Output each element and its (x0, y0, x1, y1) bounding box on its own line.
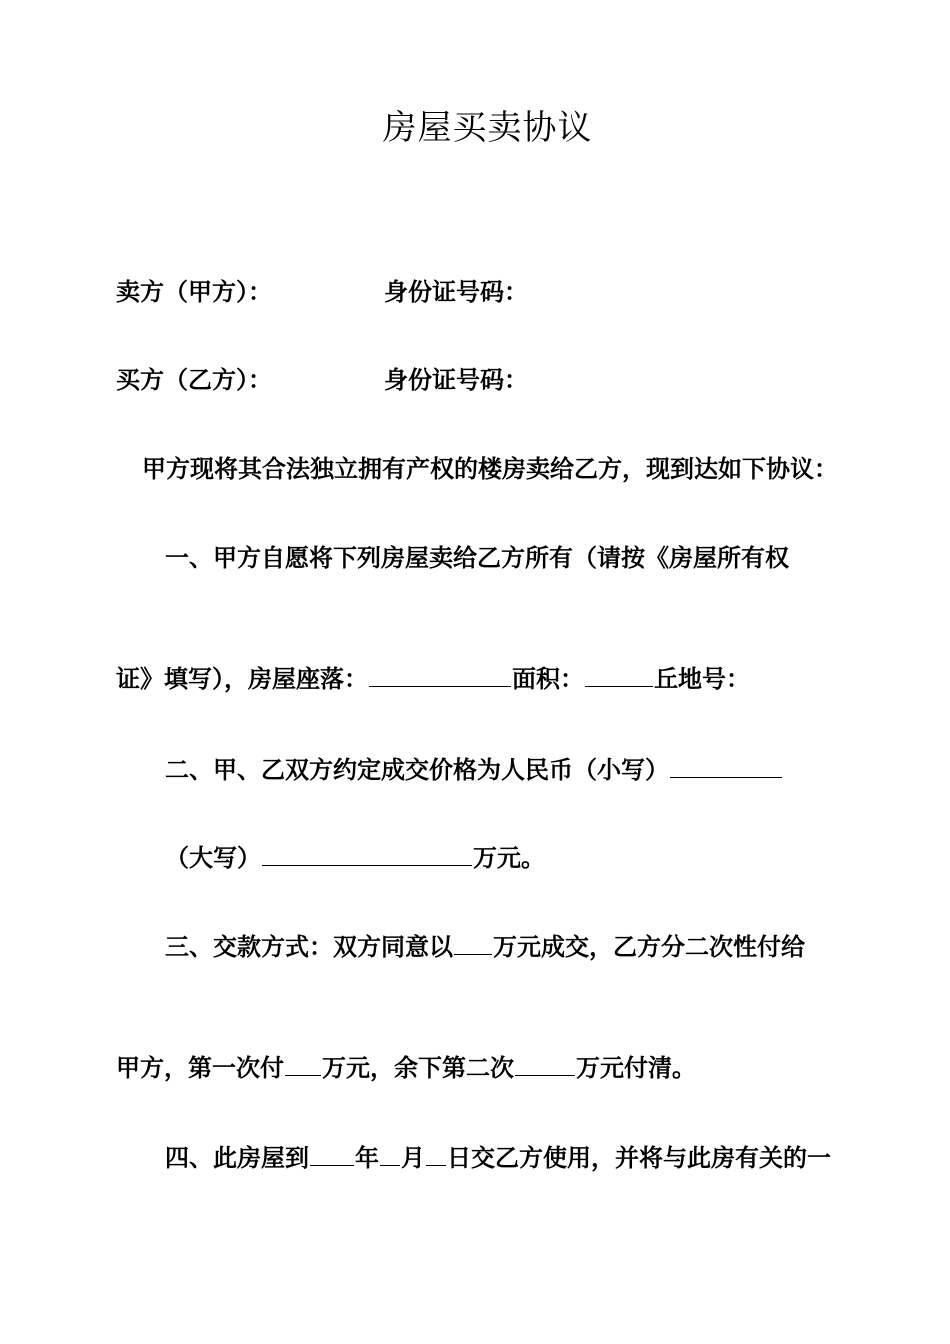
month-blank[interactable] (380, 1143, 400, 1166)
clause1-text-a: 证》填写），房屋座落： (116, 664, 368, 693)
deal-amount-blank[interactable] (454, 932, 492, 955)
day-blank[interactable] (426, 1143, 446, 1166)
year-blank[interactable] (310, 1143, 354, 1166)
clause2-text-b: （大写） (165, 843, 261, 872)
clause4-text-c: 月 (401, 1143, 425, 1172)
clause3-text-a: 三、交款方式：双方同意以 (165, 932, 453, 961)
clause1-text-b: 面积： (512, 664, 584, 693)
clause3-text-c: 甲方，第一次付 (116, 1053, 284, 1082)
document-title: 房屋买卖协议 (382, 108, 593, 148)
clause4-text-d: 日交乙方使用，并将与此房有关的一 (447, 1143, 831, 1172)
second-payment-blank[interactable] (515, 1053, 575, 1076)
seller-id-label: 身份证号码： (384, 277, 528, 306)
clause4-text-b: 年 (355, 1143, 379, 1172)
clause1-line2 (116, 663, 750, 695)
area-blank[interactable] (585, 664, 653, 687)
clause3-text-e: 万元付清。 (576, 1053, 696, 1082)
buyer-id-label: 身份证号码： (384, 365, 528, 394)
clause3-text-d: 万元，余下第二次 (322, 1053, 514, 1082)
clause4-line1 (165, 1142, 831, 1174)
seller-label: 卖方（甲方）： (116, 277, 272, 306)
clause2-line1 (165, 754, 783, 786)
clause2-text-c: 万元。 (473, 843, 545, 872)
price-lowercase-blank[interactable] (670, 755, 782, 778)
price-uppercase-blank[interactable] (262, 843, 472, 866)
clause3-line2 (116, 1052, 696, 1084)
clause1-line1: 一、甲方自愿将下列房屋卖给乙方所有（请按《房屋所有权 (165, 543, 789, 572)
first-payment-blank[interactable] (285, 1053, 321, 1076)
clause2-text-a: 二、甲、乙双方约定成交价格为人民币（小写） (165, 755, 669, 784)
clause4-text-a: 四、此房屋到 (165, 1143, 309, 1172)
clause1-text-c: 丘地号： (654, 664, 750, 693)
clause3-line1 (165, 931, 805, 963)
intro-paragraph: 甲方现将其合法独立拥有产权的楼房卖给乙方，现到达如下协议： (142, 454, 838, 483)
location-blank[interactable] (369, 664, 511, 687)
buyer-label: 买方（乙方）： (116, 365, 272, 394)
clause3-text-b: 万元成交，乙方分二次性付给 (493, 932, 805, 961)
clause2-line2 (165, 842, 545, 874)
